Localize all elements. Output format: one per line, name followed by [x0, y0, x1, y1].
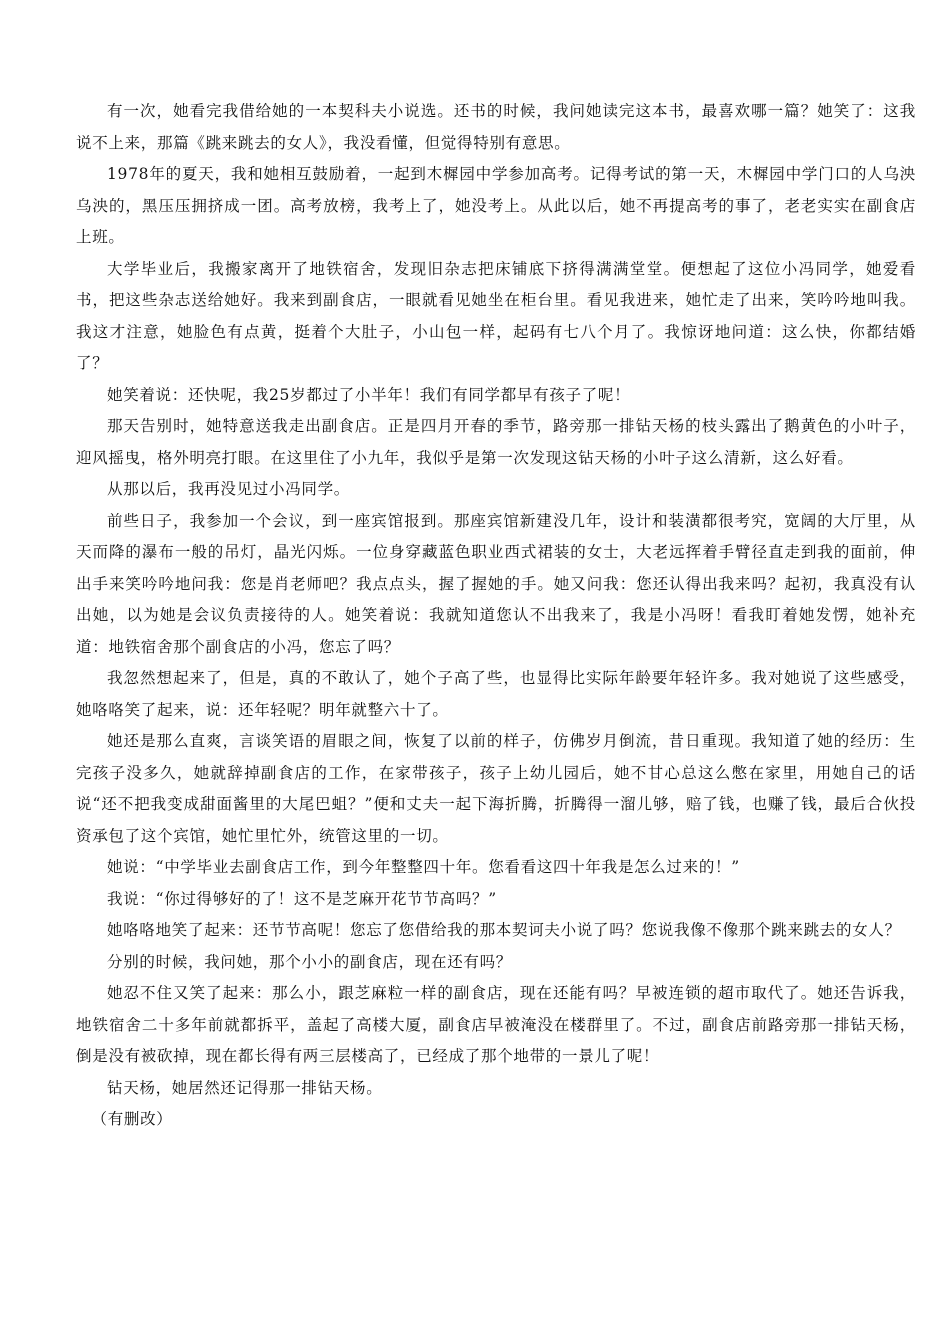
paragraph: 有一次，她看完我借给她的一本契科夫小说选。还书的时候，我问她读完这本书，最喜欢哪一篇？她笑了：这我说不上来，那篇《跳来跳去的女人》，我没看懂，但觉得特别有意思。: [76, 102, 916, 152]
article-body: [76, 96, 916, 1136]
paragraph: 1978年的夏天，我和她相互鼓励着，一起到木樨园中学参加高考。记得考试的第一天，木樨园中学门口的人乌泱乌泱的，黑压压拥挤成一团。高考放榜，我考上了，她没考上。从此以后，她不再提高考的事了，老老实实在副食店上班。: [76, 165, 916, 246]
paragraph: 她还是那么直爽，言谈笑语的眉眼之间，恢复了以前的样子，仿佛岁月倒流，昔日重现。我知道了她的经历：生完孩子没多久，她就辞掉副食店的工作，在家带孩子，孩子上幼儿园后，她不甘心总这么憋在家里，用她自己的话说“还不把我变成甜面酱里的大尾巴蛆？”便和丈夫一起下海折腾，折腾得一溜儿够，赔了钱，也赚了钱，最后合伙投资承包了这个宾馆，她忙里忙外，统管这里的一切。: [76, 732, 916, 845]
paragraph: 钻天杨，她居然还记得那一排钻天杨。: [107, 1078, 383, 1097]
paragraph: 她笑着说：还快呢，我25岁都过了小半年！我们有同学都早有孩子了呢！: [107, 385, 631, 404]
paragraph: 分别的时候，我问她，那个小小的副食店，现在还有吗？: [107, 952, 513, 971]
paragraph: 她说：“中学毕业去副食店工作，到今年整整四十年。您看看这四十年我是怎么过来的！”: [107, 858, 740, 876]
paragraph: 我说：“你过得够好的了！这不是芝麻开花节节高吗？”: [107, 889, 497, 908]
edit-note: （有删改）: [91, 1110, 173, 1128]
paragraph: 我忽然想起来了，但是，真的不敢认了，她个子高了些，也显得比实际年龄要年轻许多。我对她说了这些感受，她咯咯笑了起来，说：还年轻呢？明年就整六十了。: [76, 669, 916, 719]
paragraph: 前些日子，我参加一个会议，到一座宾馆报到。那座宾馆新建没几年，设计和装潢都很考究，宽阔的大厅里，从天而降的瀑布一般的吊灯，晶光闪烁。一位身穿藏蓝色职业西式裙装的女士，大老远挥着手臂径直走到我的面前，伸出手来笑吟吟地问我：您是肖老师吧？我点点头，握了握她的手。她又问我：您还认得出我来吗？起初，我真没有认出她，以为她是会议负责接待的人。她笑着说：我就知道您认不出我来了，我是小冯呀！看我盯着她发愣，她补充道：地铁宿舍那个副食店的小冯，您忘了吗？: [76, 511, 916, 656]
paragraph: 那天告别时，她特意送我走出副食店。正是四月开春的季节，路旁那一排钻天杨的枝头露出了鹅黄色的小叶子，迎风摇曳，格外明亮打眼。在这里住了小九年，我似乎是第一次发现这钻天杨的小叶子这么清新，这么好看。: [76, 417, 916, 467]
paragraph: 她忍不住又笑了起来：那么小，跟芝麻粒一样的副食店，现在还能有吗？早被连锁的超市取代了。她还告诉我，地铁宿舍二十多年前就都拆平，盖起了高楼大厦，副食店早被淹没在楼群里了。不过，副食店前路旁那一排钻天杨，倒是没有被砍掉，现在都长得有两三层楼高了，已经成了那个地带的一景儿了呢！: [76, 984, 916, 1065]
paragraph: 从那以后，我再没见过小冯同学。: [107, 480, 351, 498]
paragraph: 大学毕业后，我搬家离开了地铁宿舍，发现旧杂志把床铺底下挤得满满堂堂。便想起了这位小冯同学，她爱看书，把这些杂志送给她好。我来到副食店，一眼就看见她坐在柜台里。看见我进来，她忙走了出来，笑吟吟地叫我。我这才注意，她脸色有点黄，挺着个大肚子，小山包一样，起码有七八个月了。我惊讶地问道：这么快，你都结婚了？: [76, 259, 916, 372]
paragraph: 她咯咯地笑了起来：还节节高呢！您忘了您借给我的那本契诃夫小说了吗？您说我像不像那个跳来跳去的女人？: [107, 921, 901, 939]
